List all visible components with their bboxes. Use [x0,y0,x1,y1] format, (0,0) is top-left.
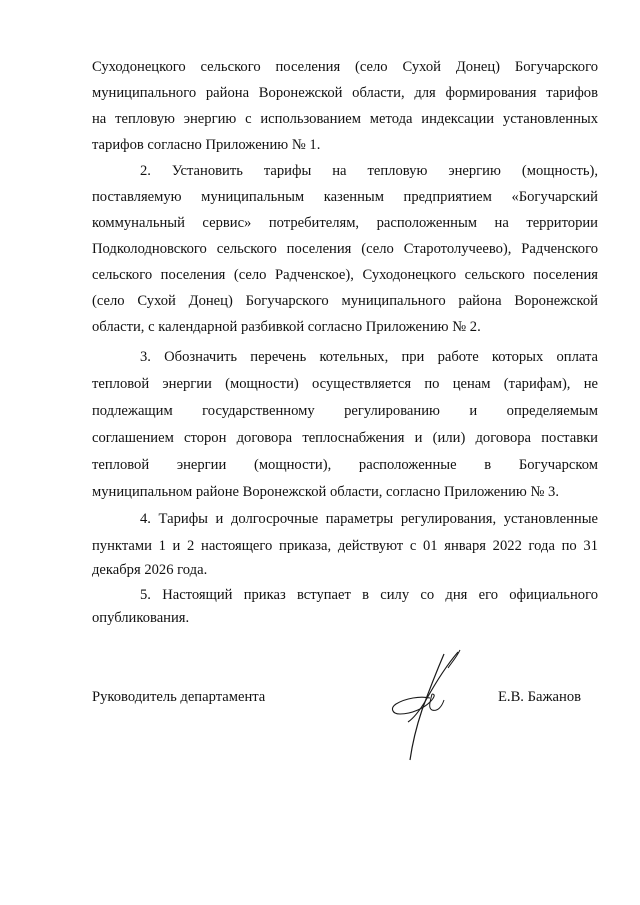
text-line: сельского поселения (село Радченское), Суходонецкого сельского поселения [92,267,598,283]
text-line: области, с календарной разбивкой согласно Приложению № 2. [92,319,481,335]
text-line: Суходонецкого сельского поселения (село Сухой Донец) Богучарского [92,59,598,75]
signature-block [0,688,640,768]
text-line: пунктами 1 и 2 настоящего приказа, действуют с 01 января 2022 года по 31 [92,538,598,554]
text-line: муниципального района Воронежской области, для формирования тарифов [92,85,598,101]
text-line: тепловой энергии (мощности), расположенные в Богучарском [92,457,598,473]
text-line: декабря 2026 года. [92,562,208,578]
text-line: на тепловую энергию с использованием метода индексации установленных [92,111,598,127]
text-line: подлежащим государственному регулированию и определяемым [92,403,598,419]
handwritten-signature [386,648,476,768]
text-line: тарифов согласно Приложению № 1. [92,137,321,153]
signatory-name: Е.В. Бажанов [498,689,582,705]
paragraph-4-first-line: 4. Тарифы и долгосрочные параметры регулирования, установленные [140,511,598,527]
text-line: опубликования. [92,610,190,626]
text-line: Подколодновского сельского поселения (село Старотолучеево), Радченского [92,241,598,257]
paragraph-2-first-line: 2. Установить тарифы на тепловую энергию (мощность), [140,163,598,179]
text-line: тепловой энергии (мощности) осуществляется по ценам (тарифам), не [92,376,598,392]
text-line: поставляемую муниципальным казенным предприятием «Богучарский [92,189,598,205]
text-line: соглашением сторон договора теплоснабжения и (или) договора поставки [92,430,598,446]
text-line: коммунальный сервис» потребителям, расположенным на территории [92,215,598,231]
signatory-position: Руководитель департамента [92,689,266,705]
text-line: (село Сухой Донец) Богучарского муниципального района Воронежской [92,293,598,309]
text-line: муниципальном районе Воронежской области, согласно Приложению № 3. [92,484,559,500]
paragraph-3-first-line: 3. Обозначить перечень котельных, при работе которых оплата [140,349,598,365]
paragraph-5-first-line: 5. Настоящий приказ вступает в силу со дня его официального [140,587,598,603]
